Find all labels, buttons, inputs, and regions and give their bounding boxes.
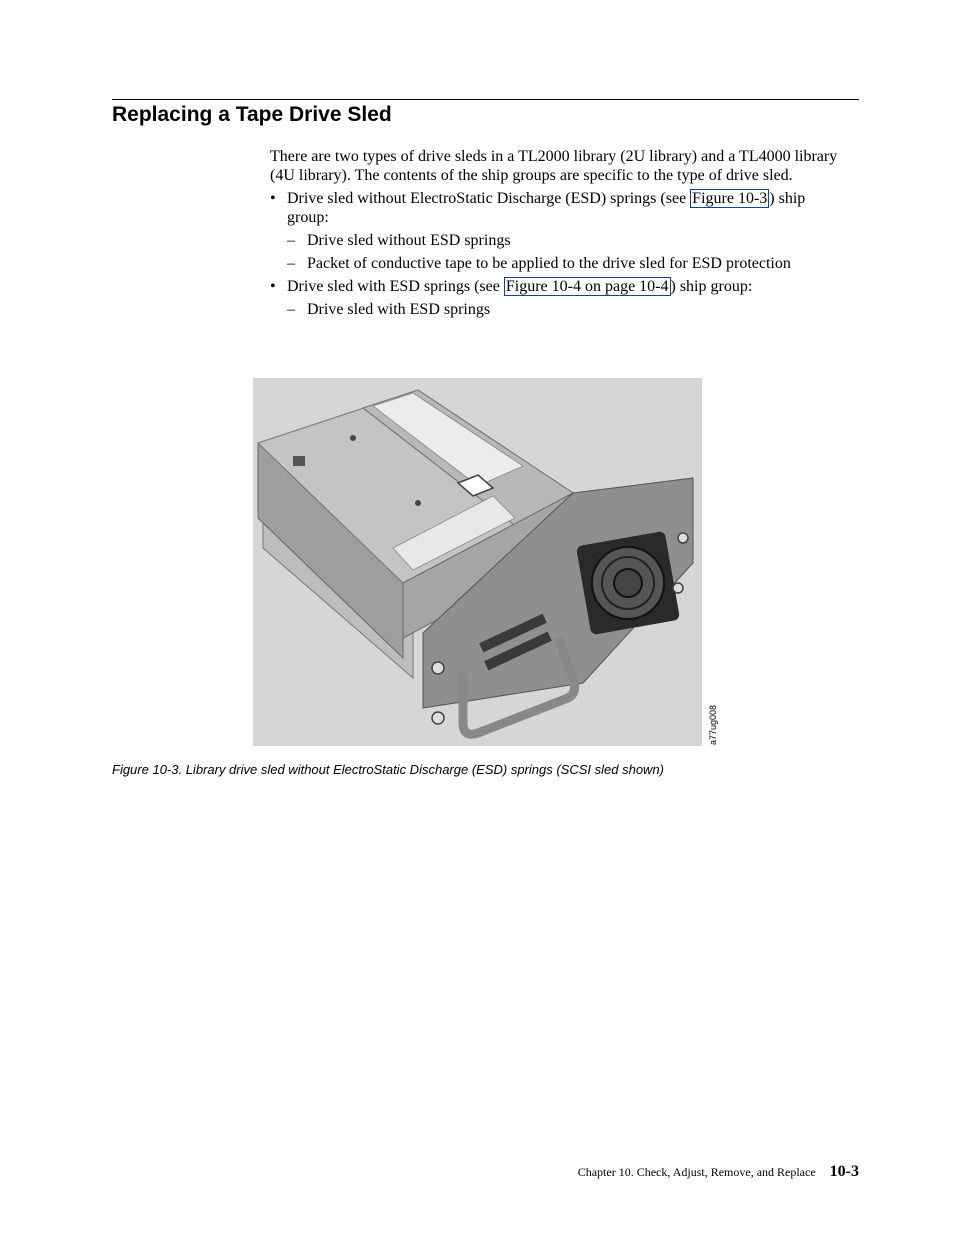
- sub-list-item: [287, 231, 850, 250]
- sub-list-item: [287, 254, 850, 273]
- list-item: [270, 189, 850, 273]
- intro-paragraph: There are two types of drive sleds in a TL2000 library (2U library) and a TL4000 library (4U library). The contents of the ship groups are specific to the type of drive sled.: [270, 148, 838, 184]
- sub-list-item-text: Packet of conductive tape to be applied to the drive sled for ESD protection: [307, 255, 791, 272]
- page-footer: [578, 1163, 859, 1181]
- figure-10-4-link[interactable]: Figure 10-4 on page 10-4: [505, 278, 669, 295]
- drive-sled-photo: [253, 378, 702, 746]
- section-body: [270, 147, 850, 323]
- section-title: Replacing a Tape Drive Sled: [112, 103, 392, 126]
- list-item-text: ) ship group:: [670, 278, 753, 295]
- bullet-mark: •: [270, 278, 276, 295]
- sub-list-item-text: Drive sled without ESD springs: [307, 232, 511, 249]
- bullet-mark: •: [270, 190, 276, 207]
- list-item-text: Drive sled without ElectroStatic Discharge (ESD) springs (see: [287, 190, 691, 207]
- figure-10-3-link[interactable]: Figure 10-3: [692, 190, 768, 207]
- sub-list-item-text: Drive sled with ESD springs: [307, 301, 491, 318]
- dash-mark: –: [287, 301, 295, 318]
- section-rule: [112, 99, 859, 100]
- list-item: [270, 277, 850, 319]
- list-item-text: ) ship group:: [287, 190, 806, 226]
- dash-mark: –: [287, 232, 295, 249]
- ship-group-list: [270, 189, 850, 319]
- list-item-text: Drive sled with ESD springs (see: [287, 278, 504, 295]
- dash-mark: –: [287, 255, 295, 272]
- figure-caption: Figure 10-3. Library drive sled without ElectroStatic Discharge (ESD) springs (SCSI sled shown): [112, 762, 664, 777]
- drive-sled-illustration: [253, 378, 702, 746]
- page-number: 10-3: [829, 1163, 859, 1180]
- sub-list: [287, 231, 850, 273]
- sub-list: [287, 300, 850, 319]
- figure-id-label: a77ug008: [708, 704, 718, 745]
- sub-list-item: [287, 300, 850, 319]
- footer-chapter: Chapter 10. Check, Adjust, Remove, and Replace: [577, 1165, 816, 1179]
